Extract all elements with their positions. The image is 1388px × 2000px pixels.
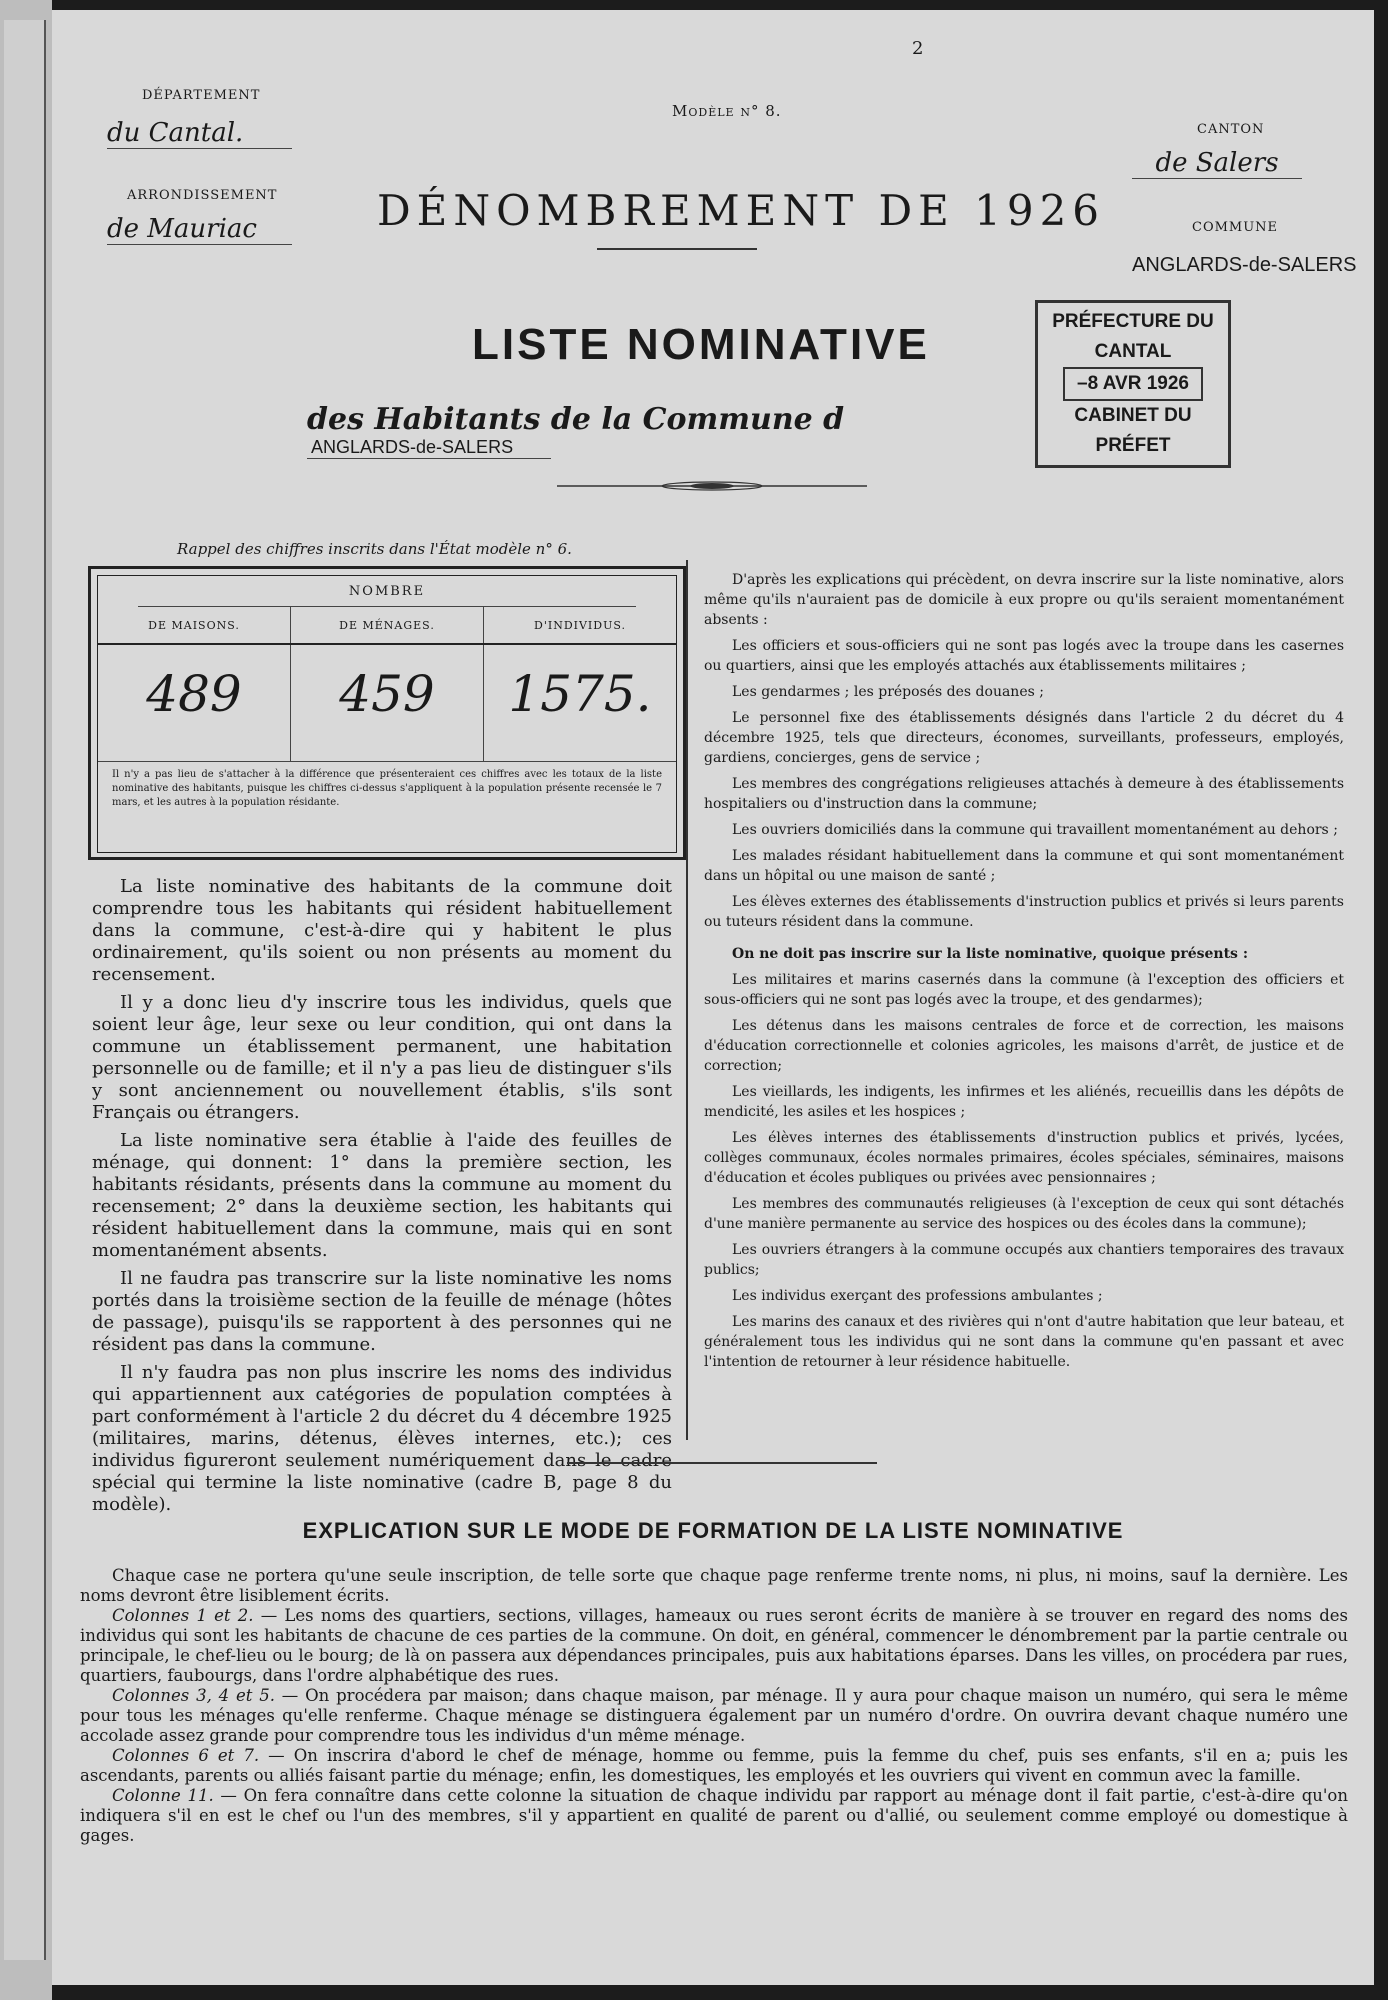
canton-value: de Salers xyxy=(1132,148,1302,179)
right-paragraph: Les détenus dans les maisons centrales de force et de correction, les maisons d'éducation correctionnelle et colonies agricoles, les maisons d'arrêt, de justice et de correction; xyxy=(704,1018,1344,1074)
right-heading: On ne doit pas inscrire sur la liste nominative, quoique présents : xyxy=(732,946,1248,962)
explication-c12 xyxy=(80,1606,1348,1686)
right-paragraph: Les ouvriers domiciliés dans la commune qui travaillent momentanément au dehors ; xyxy=(732,822,1338,838)
c12-text: — Les noms des quartiers, sections, villages, hameaux ou rues seront écrits de manière à se trouver en regard des noms des individus qui sont les habitants de chacune de ces parties de la commune. On doit, en général, commencer le dénombrement par la partie centrale ou principale, le chef-lieu ou le bourg; de là on passera aux dépendances principales, puis aux habitations éparses. Dans les villes, on procédera par rues, quartiers, faubourgs, dans l'ordre alphabétique des rues. xyxy=(80,1606,1348,1685)
subtitle-prefix: des Habitants de la Commune d xyxy=(307,402,845,437)
rappel-box xyxy=(88,566,686,860)
left-paragraph: Il n'y faudra pas non plus inscrire les noms des individus qui appartiennent aux catégories de population comptées à part conformément à l'article 2 du décret du 4 décembre 1925 (militaires, marins, détenus, élèves internes, etc.); ces individus figureront seulement numériquement dans le cadre spécial qui termine la liste nominative (cadre B, page 8 du modèle). xyxy=(92,1362,672,1515)
census-page xyxy=(52,10,1374,1985)
c345-label: Colonnes 3, 4 et 5. xyxy=(112,1686,275,1705)
departement-value: du Cantal. xyxy=(107,118,292,149)
left-paragraph: La liste nominative des habitants de la commune doit comprendre tous les habitants qui résident habituellement dans la commune, c'est-à-dire qui y habitent le plus ordinairement, qu'ils soient ou non présents au moment du recensement. xyxy=(92,876,672,985)
canton-label: CANTON xyxy=(1197,122,1265,137)
explication-body xyxy=(80,1566,1348,1846)
arrondissement-label: ARRONDISSEMENT xyxy=(127,188,278,203)
right-paragraph: Les marins des canaux et des rivières qui n'ont d'autre habitation que leur bateau, et généralement tous les individus qui ne sont dans la commune qu'en passant et avec l'intention de retourner à leur résidence habituelle. xyxy=(704,1314,1344,1370)
right-paragraph: Les élèves internes des établissements d'instruction publics et privés, lycées, collèges communaux, écoles normales primaires, écoles spéciales, séminaires, maisons d'éducation et écoles publiques ou privées avec pensionnaires ; xyxy=(704,1130,1344,1186)
right-paragraph: D'après les explications qui précèdent, on devra inscrire sur la liste nominative, alors même qu'ils n'auraient pas de domicile à eux propre ou qu'ils seraient momentanément absents : xyxy=(704,572,1344,628)
left-paragraph: Il y a donc lieu d'y inscrire tous les individus, quels que soient leur âge, leur sexe ou leur condition, qui ont dans la commune un établissement permanent, une habitation personnelle ou de famille; et il n'y a pas lieu de distinguer s'ils y sont anciennement ou nouvellement établis, s'ils sont Français ou étrangers. xyxy=(92,992,672,1123)
c12-label: Colonnes 1 et 2. xyxy=(112,1606,254,1625)
explication-c11 xyxy=(80,1786,1348,1846)
rappel-value-row xyxy=(98,645,676,762)
explication-title: EXPLICATION SUR LE MODE DE FORMATION DE LA LISTE NOMINATIVE xyxy=(302,1518,1124,1543)
commune-label: COMMUNE xyxy=(1192,220,1279,235)
c345-text: — On procédera par maison; dans chaque maison, par ménage. Il y aura pour chaque maison un numéro, qui sera le même pour tous les ménages qu'elle renferme. Chaque ménage se distinguera également par un numéro d'ordre. On ouvrira devant chaque numéro une accolade assez grande pour comprendre tous les individus d'un même ménage. xyxy=(80,1686,1348,1745)
maisons-label: DE MAISONS. xyxy=(98,607,291,643)
subtitle-line xyxy=(307,402,1067,459)
column-divider xyxy=(686,560,688,1440)
right-paragraph: Les malades résidant habituellement dans la commune et qui sont momentanément dans un hôpital ou une maison de santé ; xyxy=(704,848,1344,884)
document-title: DÉNOMBREMENT DE 1926 xyxy=(377,186,1106,235)
left-paragraph: Il ne faudra pas transcrire sur la liste nominative les noms portés dans la troisième section de la feuille de ménage (hôtes de passage), puisqu'ils se rapportent à des personnes qui ne résident pas dans la commune. xyxy=(92,1268,672,1355)
c67-text: — On inscrira d'abord le chef de ménage, homme ou femme, puis la femme du chef, puis ses enfants, s'il en a; puis les ascendants, parents ou alliés faisant partie du ménage; enfin, les domestiques, les employés et les ouvriers qui vivent en commun avec la famille. xyxy=(80,1746,1348,1785)
rappel-note: Il n'y a pas lieu de s'attacher à la différence que présenteraient ces chiffres avec les totaux de la liste nominative des habitants, puisque les chiffres ci-dessus s'appliquent à la population présente recensée le 7 mars, et les autres à la population résidante. xyxy=(112,769,662,808)
adjacent-page-edge xyxy=(0,0,52,2000)
right-paragraph: Les individus exerçant des professions ambulantes ; xyxy=(732,1288,1103,1304)
title-rule xyxy=(597,248,757,250)
modele-number: Modèle n° 8. xyxy=(672,102,782,120)
left-column xyxy=(92,876,672,1522)
right-column xyxy=(704,570,1344,1378)
right-paragraph: Les gendarmes ; les préposés des douanes ; xyxy=(732,684,1044,700)
nombre-label: NOMBRE xyxy=(138,576,636,607)
stamp-line3: CABINET DU PRÉFET xyxy=(1074,405,1192,456)
subtitle-commune: ANGLARDS-de-SALERS xyxy=(307,437,551,459)
left-paragraph: La liste nominative sera établie à l'aide des feuilles de ménage, qui donnent: 1° dans la première section, les habitants résidants, présents dans la commune au moment du recensement; 2° dans la deuxième section, les habitants qui résident habituellement dans la commune, mais qui en sont momentanément absents. xyxy=(92,1130,672,1261)
ornament-divider xyxy=(557,478,867,492)
c67-label: Colonnes 6 et 7. xyxy=(112,1746,260,1765)
right-paragraph: Le personnel fixe des établissements désignés dans l'article 2 du décret du 4 décembre 1925, tels que directeurs, économes, surveillants, professeurs, employés, gardiens, concierges, gens de service ; xyxy=(704,710,1344,766)
right-paragraph: Les vieillards, les indigents, les infirmes et les aliénés, recueillis dans les dépôts de mendicité, les asiles et les hospices ; xyxy=(704,1084,1344,1120)
arrondissement-value: de Mauriac xyxy=(107,214,292,245)
right-paragraph: Les militaires et marins casernés dans la commune (à l'exception des officiers et sous-officiers qui ne sont pas logés avec la troupe, et des gendarmes); xyxy=(704,972,1344,1008)
right-paragraph: Les officiers et sous-officiers qui ne sont pas logés avec la troupe dans les casernes ou quartiers, ainsi que les employés attachés aux établissements militaires ; xyxy=(704,638,1344,674)
section-divider xyxy=(567,1462,877,1464)
maisons-value: 489 xyxy=(98,645,291,761)
liste-title: LISTE NOMINATIVE xyxy=(472,320,930,369)
stamp-line1: PRÉFECTURE DU CANTAL xyxy=(1052,311,1214,362)
explication-intro: Chaque case ne portera qu'une seule inscription, de telle sorte que chaque page renferme trente noms, ni plus, ni moins, sauf la dernière. Les noms devront être lisiblement écrits. xyxy=(80,1566,1348,1605)
right-paragraph: Les ouvriers étrangers à la commune occupés aux chantiers temporaires des travaux publics; xyxy=(704,1242,1344,1278)
right-paragraph: Les membres des communautés religieuses (à l'exception de ceux qui sont détachés d'une manière permanente au service des hospices ou des écoles dans la commune); xyxy=(704,1196,1344,1232)
individus-value: 1575. xyxy=(508,665,652,723)
commune-value: ANGLARDS-de-SALERS xyxy=(1132,254,1357,276)
c11-text: — On fera connaître dans cette colonne la situation de chaque individu par rapport au ménage dont il fait partie, c'est-à-dire qu'on indiquera s'il en est le chef ou l'un des membres, s'il y appartient en qualité de parent ou d'allié, ou seulement comme employé ou domestique à gages. xyxy=(80,1786,1348,1845)
page-number: 2 xyxy=(912,38,924,59)
menages-label: DE MÉNAGES. xyxy=(291,607,484,643)
rappel-header-row xyxy=(98,607,676,645)
departement-label: DÉPARTEMENT xyxy=(142,88,261,103)
right-paragraph: Les membres des congrégations religieuses attachés à demeure à des établissements hospitaliers ou d'instruction dans la commune; xyxy=(704,776,1344,812)
right-paragraph: Les élèves externes des établissements d'instruction publics et privés si leurs parents ou tuteurs résident dans la commune. xyxy=(704,894,1344,930)
explication-c67 xyxy=(80,1746,1348,1786)
menages-value: 459 xyxy=(291,645,484,761)
individus-label: D'INDIVIDUS. xyxy=(534,619,626,632)
explication-c345 xyxy=(80,1686,1348,1746)
c11-label: Colonne 11. xyxy=(112,1786,214,1805)
stamp-date: –8 AVR 1926 xyxy=(1063,367,1203,401)
rappel-title: Rappel des chiffres inscrits dans l'État modèle n° 6. xyxy=(177,540,572,558)
